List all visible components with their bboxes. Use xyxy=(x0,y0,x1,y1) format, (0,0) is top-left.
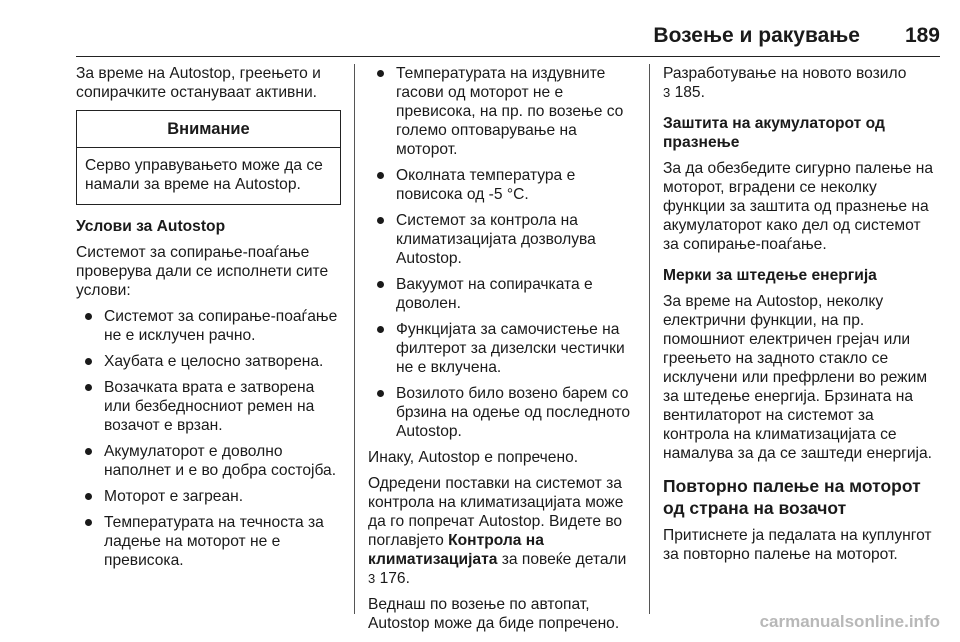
highway-paragraph: Веднаш по возење по автопат, Autostop може да биде попречено. xyxy=(368,596,620,632)
list-item: Возилото било возено барем со брзина на одење од последното Autostop. xyxy=(368,384,636,441)
climate-chapter-link[interactable]: Контрола на климатизацијата xyxy=(368,532,544,568)
list-item: Хаубата е целосно затворена. xyxy=(76,352,341,371)
watermark: carmanualsonline.info xyxy=(759,612,940,631)
otherwise-paragraph: Инаку, Autostop е попречено. xyxy=(368,449,579,466)
list-item: Температурата на течноста за ладење на моторот не е превисока. xyxy=(76,513,341,570)
battery-heading: Заштита на акумулаторот од празнење xyxy=(663,115,885,151)
column-1 xyxy=(76,64,341,577)
climate-paragraph xyxy=(368,474,636,588)
list-item: Акумулаторот е доволно наполнет и е во добра состојба. xyxy=(76,442,341,480)
list-item: Вакуумот на сопирачката е доволен. xyxy=(368,275,636,313)
column-3 xyxy=(663,64,940,571)
page-reference-icon: 3 xyxy=(368,571,376,586)
list-item: Функцијата за самочистење на филтерот за дизелски честички не е вклучена. xyxy=(368,320,636,377)
notice-box xyxy=(76,110,341,205)
list-item: Околната температура е повисока од -5 °C. xyxy=(368,166,636,204)
list-item: Моторот е загреан. xyxy=(76,487,341,506)
battery-paragraph: За да обезбедите сигурно палење на моторот, вградени се неколку функции за заштита од празнење на акумулаторот како дел од системот за сопирање-поаѓање. xyxy=(663,160,934,253)
conditions-heading: Услови за Autostop xyxy=(76,218,226,235)
list-item: Системот за контрола на климатизацијата дозволува Autostop. xyxy=(368,211,636,268)
page-header-title: Возење и ракување xyxy=(653,24,860,47)
restart-heading: Повторно палење на моторот од страна на возачот xyxy=(663,476,921,518)
page-number: 189 xyxy=(904,24,940,47)
column-2 xyxy=(368,64,636,640)
list-item: Температурата на издувните гасови од моторот не е превисока, на пр. по возење со големо оптоварување на моторот. xyxy=(368,64,636,159)
notice-body: Серво управувањето може да се намали за време на Autostop. xyxy=(85,157,323,193)
energy-paragraph: За време на Autostop, неколку електрични функции, на пр. помошниот електричен грејач или греењето на задното стакло се исклучени или префрлени во режим за штедење енергија. Брзината на вентилаторот на системот за контрола на климатизацијата се намалува за да се заштеди енергија. xyxy=(663,293,933,462)
column-divider-1 xyxy=(354,64,355,614)
newcar-text: Разработување на новото возило xyxy=(663,65,907,82)
climate-text: Одредени поставки на системот за контрола на климатизацијата може да го попречат Autostop. Видете во поглавјето xyxy=(368,475,624,549)
conditions-list xyxy=(76,307,341,570)
energy-heading: Мерки за штедење енергија xyxy=(663,267,877,284)
list-item: Системот за сопирање-поаѓање не е исклучен рачно. xyxy=(76,307,341,345)
conditions-list-continued xyxy=(368,64,636,441)
page-reference-icon: 3 xyxy=(663,85,671,100)
header-rule xyxy=(76,56,940,57)
page-reference[interactable]: 185. xyxy=(670,84,705,101)
column-divider-2 xyxy=(649,64,650,614)
restart-paragraph: Притиснете ја педалата на куплунгот за повторно палење на моторот. xyxy=(663,527,932,563)
climate-text-post: за повеќе детали xyxy=(497,551,627,568)
newcar-paragraph xyxy=(663,64,940,102)
notice-title: Внимание xyxy=(77,111,340,148)
page-reference[interactable]: 176. xyxy=(375,570,410,587)
conditions-intro: Системот за сопирање-поаѓање проверува дали се исполнети сите услови: xyxy=(76,244,329,299)
intro-paragraph: За време на Autostop, греењето и сопирачките остануваат активни. xyxy=(76,65,321,101)
list-item: Возачката врата е затворена или безбедносниот ремен на возачот е врзан. xyxy=(76,378,341,435)
